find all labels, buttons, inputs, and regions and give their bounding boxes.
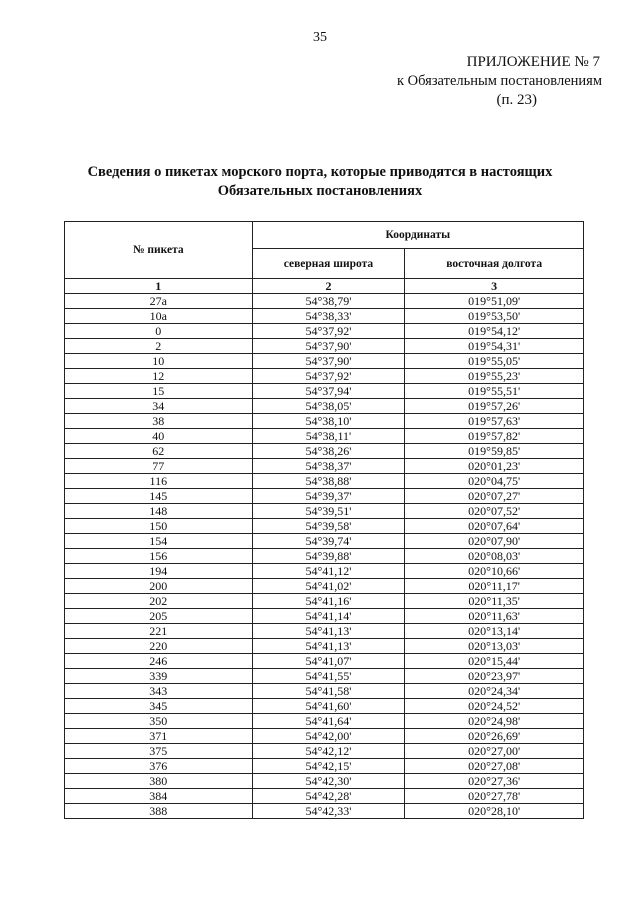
longitude-cell: 020°07,52' bbox=[405, 504, 584, 519]
picket-cell: 343 bbox=[65, 684, 253, 699]
table-row bbox=[65, 459, 584, 474]
picket-cell: 202 bbox=[65, 594, 253, 609]
table-row bbox=[65, 384, 584, 399]
latitude-cell: 54°38,05' bbox=[252, 399, 405, 414]
longitude-cell: 019°59,85' bbox=[405, 444, 584, 459]
longitude-cell: 019°53,50' bbox=[405, 309, 584, 324]
latitude-cell: 54°42,12' bbox=[252, 744, 405, 759]
latitude-cell: 54°42,00' bbox=[252, 729, 405, 744]
picket-cell: 221 bbox=[65, 624, 253, 639]
picket-cell: 339 bbox=[65, 669, 253, 684]
longitude-cell: 020°26,69' bbox=[405, 729, 584, 744]
picket-cell: 375 bbox=[65, 744, 253, 759]
table-row bbox=[65, 564, 584, 579]
picket-cell: 350 bbox=[65, 714, 253, 729]
latitude-cell: 54°42,15' bbox=[252, 759, 405, 774]
appendix-clause: (п. 23) bbox=[496, 92, 537, 108]
longitude-cell: 020°11,35' bbox=[405, 594, 584, 609]
latitude-cell: 54°41,13' bbox=[252, 639, 405, 654]
header-coordinates: Координаты bbox=[252, 222, 583, 249]
longitude-cell: 020°24,52' bbox=[405, 699, 584, 714]
appendix-reference: к Обязательным постановлениям bbox=[397, 73, 602, 89]
longitude-cell: 019°51,09' bbox=[405, 294, 584, 309]
table-row bbox=[65, 309, 584, 324]
latitude-cell: 54°41,55' bbox=[252, 669, 405, 684]
longitude-cell: 020°07,64' bbox=[405, 519, 584, 534]
longitude-cell: 020°27,00' bbox=[405, 744, 584, 759]
table-body bbox=[65, 294, 584, 819]
longitude-cell: 019°57,63' bbox=[405, 414, 584, 429]
pickets-table bbox=[64, 221, 584, 819]
latitude-cell: 54°41,12' bbox=[252, 564, 405, 579]
latitude-cell: 54°37,94' bbox=[252, 384, 405, 399]
picket-cell: 220 bbox=[65, 639, 253, 654]
latitude-cell: 54°37,92' bbox=[252, 324, 405, 339]
latitude-cell: 54°37,92' bbox=[252, 369, 405, 384]
longitude-cell: 019°54,31' bbox=[405, 339, 584, 354]
picket-cell: 154 bbox=[65, 534, 253, 549]
latitude-cell: 54°37,90' bbox=[252, 354, 405, 369]
latitude-cell: 54°39,88' bbox=[252, 549, 405, 564]
table-row bbox=[65, 774, 584, 789]
latitude-cell: 54°38,10' bbox=[252, 414, 405, 429]
table-row bbox=[65, 444, 584, 459]
longitude-cell: 019°57,82' bbox=[405, 429, 584, 444]
picket-cell: 15 bbox=[65, 384, 253, 399]
picket-cell: 145 bbox=[65, 489, 253, 504]
table-row bbox=[65, 549, 584, 564]
table-row bbox=[65, 519, 584, 534]
table-row bbox=[65, 609, 584, 624]
title-line-2: Обязательных постановлениях bbox=[217, 183, 423, 199]
picket-cell: 40 bbox=[65, 429, 253, 444]
picket-cell: 376 bbox=[65, 759, 253, 774]
appendix-header bbox=[372, 53, 602, 110]
picket-cell: 34 bbox=[65, 399, 253, 414]
table-row bbox=[65, 639, 584, 654]
latitude-cell: 54°39,51' bbox=[252, 504, 405, 519]
latitude-cell: 54°38,26' bbox=[252, 444, 405, 459]
longitude-cell: 019°55,23' bbox=[405, 369, 584, 384]
table-row bbox=[65, 489, 584, 504]
picket-cell: 2 bbox=[65, 339, 253, 354]
table-row bbox=[65, 804, 584, 819]
latitude-cell: 54°39,74' bbox=[252, 534, 405, 549]
latitude-cell: 54°42,33' bbox=[252, 804, 405, 819]
longitude-cell: 019°54,12' bbox=[405, 324, 584, 339]
table-row bbox=[65, 759, 584, 774]
picket-cell: 200 bbox=[65, 579, 253, 594]
table-row bbox=[65, 339, 584, 354]
picket-cell: 380 bbox=[65, 774, 253, 789]
table-row bbox=[65, 399, 584, 414]
picket-cell: 10а bbox=[65, 309, 253, 324]
longitude-cell: 020°15,44' bbox=[405, 654, 584, 669]
latitude-cell: 54°41,02' bbox=[252, 579, 405, 594]
table-row bbox=[65, 414, 584, 429]
table-row bbox=[65, 294, 584, 309]
table-row bbox=[65, 714, 584, 729]
table-row bbox=[65, 474, 584, 489]
picket-cell: 148 bbox=[65, 504, 253, 519]
longitude-cell: 020°11,17' bbox=[405, 579, 584, 594]
table-row bbox=[65, 789, 584, 804]
longitude-cell: 019°55,05' bbox=[405, 354, 584, 369]
latitude-cell: 54°41,58' bbox=[252, 684, 405, 699]
longitude-cell: 020°28,10' bbox=[405, 804, 584, 819]
latitude-cell: 54°41,14' bbox=[252, 609, 405, 624]
table-row bbox=[65, 429, 584, 444]
picket-cell: 116 bbox=[65, 474, 253, 489]
column-number: 2 bbox=[252, 279, 405, 294]
latitude-cell: 54°41,60' bbox=[252, 699, 405, 714]
picket-cell: 345 bbox=[65, 699, 253, 714]
longitude-cell: 020°13,03' bbox=[405, 639, 584, 654]
appendix-title: ПРИЛОЖЕНИЕ № 7 bbox=[466, 54, 600, 70]
table-row bbox=[65, 699, 584, 714]
latitude-cell: 54°42,28' bbox=[252, 789, 405, 804]
picket-cell: 205 bbox=[65, 609, 253, 624]
latitude-cell: 54°42,30' bbox=[252, 774, 405, 789]
picket-cell: 62 bbox=[65, 444, 253, 459]
longitude-cell: 020°01,23' bbox=[405, 459, 584, 474]
longitude-cell: 019°57,26' bbox=[405, 399, 584, 414]
table-row bbox=[65, 669, 584, 684]
picket-cell: 12 bbox=[65, 369, 253, 384]
latitude-cell: 54°37,90' bbox=[252, 339, 405, 354]
table-row bbox=[65, 594, 584, 609]
header-picket: № пикета bbox=[65, 222, 253, 279]
longitude-cell: 020°13,14' bbox=[405, 624, 584, 639]
latitude-cell: 54°39,58' bbox=[252, 519, 405, 534]
longitude-cell: 020°27,78' bbox=[405, 789, 584, 804]
picket-cell: 194 bbox=[65, 564, 253, 579]
header-longitude: восточная долгота bbox=[405, 249, 584, 279]
latitude-cell: 54°41,13' bbox=[252, 624, 405, 639]
table-row bbox=[65, 504, 584, 519]
document-title bbox=[0, 163, 640, 201]
longitude-cell: 020°27,36' bbox=[405, 774, 584, 789]
table-row bbox=[65, 654, 584, 669]
latitude-cell: 54°38,11' bbox=[252, 429, 405, 444]
longitude-cell: 020°08,03' bbox=[405, 549, 584, 564]
picket-cell: 246 bbox=[65, 654, 253, 669]
latitude-cell: 54°38,37' bbox=[252, 459, 405, 474]
table-row bbox=[65, 324, 584, 339]
table-row bbox=[65, 369, 584, 384]
table-row bbox=[65, 354, 584, 369]
picket-cell: 388 bbox=[65, 804, 253, 819]
longitude-cell: 020°23,97' bbox=[405, 669, 584, 684]
table-row bbox=[65, 729, 584, 744]
longitude-cell: 020°24,34' bbox=[405, 684, 584, 699]
latitude-cell: 54°41,64' bbox=[252, 714, 405, 729]
picket-cell: 371 bbox=[65, 729, 253, 744]
latitude-cell: 54°41,16' bbox=[252, 594, 405, 609]
title-line-1: Сведения о пикетах морского порта, которые приводятся в настоящих bbox=[87, 164, 553, 180]
picket-cell: 156 bbox=[65, 549, 253, 564]
longitude-cell: 020°07,27' bbox=[405, 489, 584, 504]
picket-cell: 77 bbox=[65, 459, 253, 474]
longitude-cell: 020°27,08' bbox=[405, 759, 584, 774]
picket-cell: 150 bbox=[65, 519, 253, 534]
latitude-cell: 54°41,07' bbox=[252, 654, 405, 669]
latitude-cell: 54°38,88' bbox=[252, 474, 405, 489]
header-latitude: северная широта bbox=[252, 249, 405, 279]
table-row bbox=[65, 744, 584, 759]
picket-cell: 38 bbox=[65, 414, 253, 429]
table-row bbox=[65, 579, 584, 594]
longitude-cell: 020°24,98' bbox=[405, 714, 584, 729]
longitude-cell: 019°55,51' bbox=[405, 384, 584, 399]
longitude-cell: 020°07,90' bbox=[405, 534, 584, 549]
column-number: 3 bbox=[405, 279, 584, 294]
picket-cell: 384 bbox=[65, 789, 253, 804]
latitude-cell: 54°38,33' bbox=[252, 309, 405, 324]
latitude-cell: 54°39,37' bbox=[252, 489, 405, 504]
column-number: 1 bbox=[65, 279, 253, 294]
latitude-cell: 54°38,79' bbox=[252, 294, 405, 309]
longitude-cell: 020°10,66' bbox=[405, 564, 584, 579]
longitude-cell: 020°11,63' bbox=[405, 609, 584, 624]
picket-cell: 10 bbox=[65, 354, 253, 369]
table-row bbox=[65, 684, 584, 699]
page-number: 35 bbox=[313, 30, 327, 45]
table-row bbox=[65, 534, 584, 549]
table-row bbox=[65, 624, 584, 639]
picket-cell: 0 bbox=[65, 324, 253, 339]
picket-cell: 27а bbox=[65, 294, 253, 309]
longitude-cell: 020°04,75' bbox=[405, 474, 584, 489]
